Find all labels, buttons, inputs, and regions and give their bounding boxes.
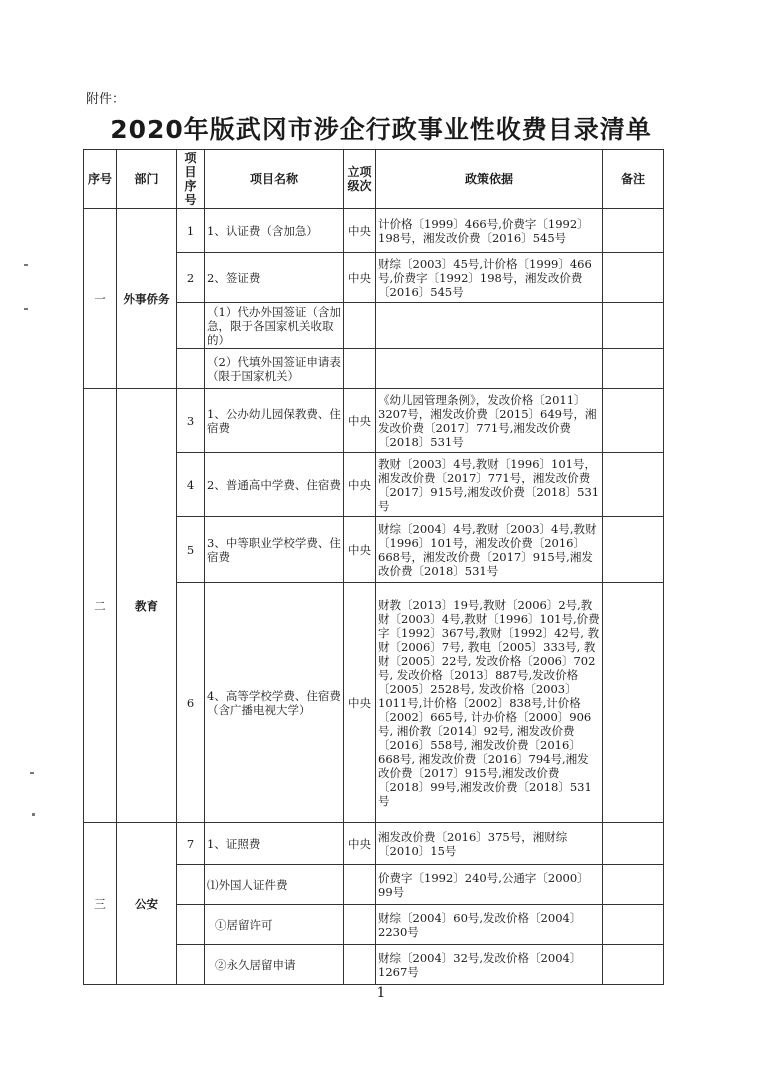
- item-no: 6: [177, 583, 205, 823]
- item-basis: [376, 303, 603, 349]
- header-basis: 政策依据: [376, 150, 603, 209]
- item-basis: 湘发改价费〔2016〕375号，湘财综〔2010〕15号: [376, 823, 603, 865]
- item-basis: 价费字〔1992〕240号,公通字〔2000〕99号: [376, 865, 603, 905]
- item-no: [177, 349, 205, 389]
- item-name: 1、证照费: [205, 823, 344, 865]
- group-dept: 外事侨务: [117, 209, 177, 389]
- item-basis: 财教〔2013〕19号,教财〔2006〕2号,教财〔2003〕4号,教财〔1996〕101号,价费字〔1992〕367号,教财〔1992〕42号, 教财〔2006〕7号, 教电〔2005〕333号, 教财〔2005〕22号, 发改价格〔2006〕702号, 发改价格〔2013〕887号,发改价格〔2005〕2528号, 发改价格〔2003〕1011号,计价格〔2002〕838号,计价格〔2002〕665号, 计办价格〔2000〕906号, 湘价教〔2014〕92号, 湘发改价费〔2016〕558号, 湘发改价费〔2016〕668号, 湘发改价费〔2016〕794号,湘发改价费〔2017〕915号,湘发改价费〔2018〕99号,湘发改价费〔2018〕531号: [376, 583, 603, 823]
- item-level: 中央: [344, 209, 376, 253]
- attachment-label: 附件：: [86, 92, 126, 107]
- item-name: 1、公办幼儿园保教费、住宿费: [205, 389, 344, 453]
- scan-speck: [24, 308, 28, 310]
- header-level: 立项级次: [344, 150, 376, 209]
- table-header-row: [84, 150, 664, 209]
- item-remark: [603, 253, 664, 303]
- item-remark: [603, 865, 664, 905]
- group-dept: 公安: [117, 823, 177, 985]
- item-name: 3、中等职业学校学费、住宿费: [205, 517, 344, 583]
- item-basis: 财综〔2004〕4号,教财〔2003〕4号,教财〔1996〕101号，湘发改价费〔2016〕668号，湘发改价费〔2017〕915号,湘发改价费〔2018〕531号: [376, 517, 603, 583]
- group-seq: 二: [84, 389, 117, 823]
- item-level: 中央: [344, 583, 376, 823]
- item-level: 中央: [344, 389, 376, 453]
- item-level: [344, 349, 376, 389]
- item-remark: [603, 905, 664, 945]
- item-basis: 财综〔2003〕45号,计价格〔1999〕466号,价费字〔1992〕198号，湘发改价费〔2016〕545号: [376, 253, 603, 303]
- item-no: 3: [177, 389, 205, 453]
- header-item-name: 项目名称: [205, 150, 344, 209]
- item-name: 4、高等学校学费、住宿费（含广播电视大学）: [205, 583, 344, 823]
- document-title: 2020年版武冈市涉企行政事业性收费目录清单: [110, 115, 652, 144]
- item-remark: [603, 349, 664, 389]
- item-basis: 财综〔2004〕60号,发改价格〔2004〕2230号: [376, 905, 603, 945]
- page-number: 1: [376, 985, 386, 1001]
- header-remark: 备注: [603, 150, 664, 209]
- item-remark: [603, 453, 664, 517]
- item-level: [344, 945, 376, 985]
- item-name: 2、普通高中学费、住宿费: [205, 453, 344, 517]
- scan-speck: [32, 813, 35, 816]
- item-level: [344, 303, 376, 349]
- scan-speck: [30, 772, 34, 774]
- item-name: 1、认证费（含加急）: [205, 209, 344, 253]
- item-level: 中央: [344, 517, 376, 583]
- table-row: [84, 389, 664, 453]
- item-level: 中央: [344, 453, 376, 517]
- item-no: 1: [177, 209, 205, 253]
- item-remark: [603, 823, 664, 865]
- table-row: [84, 209, 664, 253]
- scan-speck: [24, 264, 28, 266]
- item-name: （1）代办外国签证（含加急，限于各国家机关收取的）: [205, 303, 344, 349]
- item-no: [177, 905, 205, 945]
- item-no: 5: [177, 517, 205, 583]
- item-no: [177, 303, 205, 349]
- item-no: 7: [177, 823, 205, 865]
- item-name: （2）代填外国签证申请表（限于国家机关）: [205, 349, 344, 389]
- group-seq: 一: [84, 209, 117, 389]
- item-basis: 财综〔2004〕32号,发改价格〔2004〕1267号: [376, 945, 603, 985]
- header-item-no: 项目序号: [177, 150, 205, 209]
- item-remark: [603, 389, 664, 453]
- header-seq: 序号: [84, 150, 117, 209]
- item-remark: [603, 517, 664, 583]
- item-level: [344, 905, 376, 945]
- item-name: 2、签证费: [205, 253, 344, 303]
- item-remark: [603, 303, 664, 349]
- item-no: 4: [177, 453, 205, 517]
- group-seq: 三: [84, 823, 117, 985]
- item-basis: 教财〔2003〕4号,教财〔1996〕101号，湘发改价费〔2017〕771号，湘发改价费〔2017〕915号,湘发改价费〔2018〕531号: [376, 453, 603, 517]
- item-remark: [603, 945, 664, 985]
- header-dept: 部门: [117, 150, 177, 209]
- item-name: ⑴外国人证件费: [205, 865, 344, 905]
- group-dept: 教育: [117, 389, 177, 823]
- fee-table: [83, 149, 664, 985]
- item-level: 中央: [344, 823, 376, 865]
- item-basis: 计价格〔1999〕466号,价费字〔1992〕198号，湘发改价费〔2016〕545号: [376, 209, 603, 253]
- item-basis: 《幼儿园管理条例》，发改价格〔2011〕3207号，湘发改价费〔2015〕649号，湘发改价费〔2017〕771号,湘发改价费〔2018〕531号: [376, 389, 603, 453]
- item-name: ①居留许可: [205, 905, 344, 945]
- item-remark: [603, 583, 664, 823]
- item-no: 2: [177, 253, 205, 303]
- item-no: [177, 945, 205, 985]
- item-no: [177, 865, 205, 905]
- item-remark: [603, 209, 664, 253]
- item-level: [344, 865, 376, 905]
- item-name: ②永久居留申请: [205, 945, 344, 985]
- table-row: [84, 823, 664, 865]
- item-basis: [376, 349, 603, 389]
- item-level: 中央: [344, 253, 376, 303]
